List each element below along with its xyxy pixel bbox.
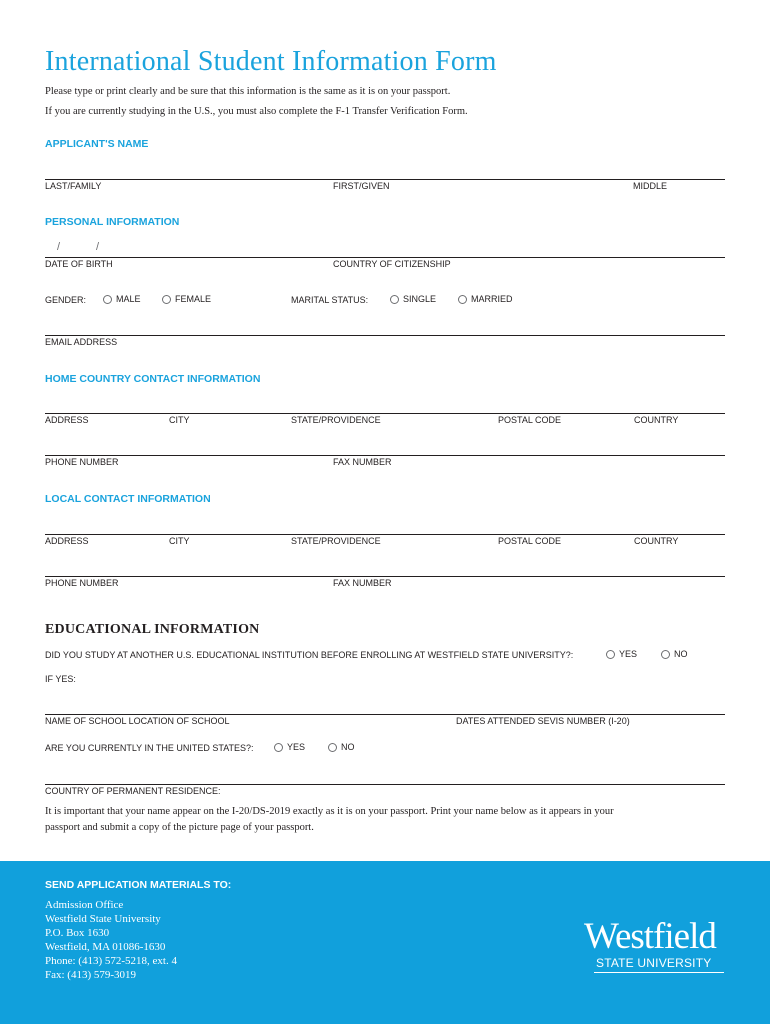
marital-status-label: MARITAL STATUS:	[291, 295, 369, 305]
gender-male-radio[interactable]	[103, 294, 141, 304]
logo-wordmark: Westfield	[584, 916, 716, 957]
residence-label: COUNTRY OF PERMANENT RESIDENCE:	[45, 786, 221, 796]
radio-circle-icon	[274, 743, 283, 752]
mailing-address	[45, 898, 177, 982]
home-phone-label: PHONE NUMBER	[45, 457, 119, 467]
middle-name-label: MIDDLE	[633, 181, 668, 191]
page-title: International Student Information Form	[45, 46, 497, 77]
home-city-label: CITY	[169, 415, 190, 425]
residence-line[interactable]	[45, 784, 725, 785]
home-state-label: STATE/PROVIDENCE	[291, 415, 381, 425]
local-address-label: ADDRESS	[45, 536, 89, 546]
radio-circle-icon	[606, 650, 615, 659]
logo-underline	[594, 972, 724, 973]
name-line[interactable]	[45, 179, 725, 180]
school-line[interactable]	[45, 714, 725, 715]
logo-subtitle: STATE UNIVERSITY	[596, 956, 712, 970]
radio-label: YES	[619, 649, 638, 659]
address-fax: Fax: (413) 579-3019	[45, 969, 137, 981]
local-phone-line[interactable]	[45, 576, 725, 577]
home-address-label: ADDRESS	[45, 415, 89, 425]
radio-label: MARRIED	[471, 294, 513, 304]
address-line: Westfield State University	[45, 913, 161, 925]
citizenship-label: COUNTRY OF CITIZENSHIP	[333, 259, 451, 269]
in-us-question: ARE YOU CURRENTLY IN THE UNITED STATES?:	[45, 743, 254, 753]
address-phone: Phone: (413) 572-5218, ext. 4	[45, 955, 177, 967]
section-personal-info: PERSONAL INFORMATION	[45, 216, 180, 228]
radio-label: FEMALE	[175, 294, 212, 304]
first-name-label: FIRST/GIVEN	[333, 181, 390, 191]
section-home-contact: HOME COUNTRY CONTACT INFORMATION	[45, 373, 261, 385]
local-phone-label: PHONE NUMBER	[45, 578, 119, 588]
school-label: NAME OF SCHOOL LOCATION OF SCHOOL	[45, 716, 230, 726]
last-name-label: LAST/FAMILY	[45, 181, 102, 191]
date-separator-1: /	[57, 241, 61, 253]
local-country-label: COUNTRY	[634, 536, 679, 546]
radio-label: MALE	[116, 294, 141, 304]
footer-heading: SEND APPLICATION MATERIALS TO:	[45, 879, 232, 891]
home-fax-label: FAX NUMBER	[333, 457, 392, 467]
local-state-label: STATE/PROVIDENCE	[291, 536, 381, 546]
radio-circle-icon	[103, 295, 112, 304]
prior-study-yes-radio[interactable]	[606, 649, 637, 659]
home-address-line[interactable]	[45, 413, 725, 414]
gender-female-radio[interactable]	[162, 294, 211, 304]
prior-study-no-radio[interactable]	[661, 649, 688, 659]
passport-note-line-2: passport and submit a copy of the picture page of your passport.	[45, 822, 314, 833]
radio-circle-icon	[328, 743, 337, 752]
in-us-yes-radio[interactable]	[274, 742, 305, 752]
address-line: P.O. Box 1630	[45, 927, 110, 939]
passport-note	[45, 804, 725, 836]
dates-sevis-label: DATES ATTENDED SEVIS NUMBER (I-20)	[456, 716, 630, 726]
home-phone-line[interactable]	[45, 455, 725, 456]
address-line: Westfield, MA 01086-1630	[45, 941, 166, 953]
radio-label: YES	[287, 742, 306, 752]
section-education: EDUCATIONAL INFORMATION	[45, 622, 260, 637]
radio-label: NO	[674, 649, 688, 659]
radio-circle-icon	[458, 295, 467, 304]
radio-label: SINGLE	[403, 294, 437, 304]
section-applicant-name: APPLICANT'S NAME	[45, 138, 149, 150]
dob-line[interactable]	[45, 257, 725, 258]
passport-note-line-1: It is important that your name appear on the I-20/DS-2019 exactly as it is on your passport. Print your name below as it appears in your	[45, 806, 614, 817]
university-logo	[584, 916, 726, 973]
marital-married-radio[interactable]	[458, 294, 513, 304]
marital-single-radio[interactable]	[390, 294, 436, 304]
dob-label: DATE OF BIRTH	[45, 259, 113, 269]
email-line[interactable]	[45, 335, 725, 336]
local-postal-label: POSTAL CODE	[498, 536, 562, 546]
email-label: EMAIL ADDRESS	[45, 337, 118, 347]
intro-line-2: If you are currently studying in the U.S., you must also complete the F-1 Transfer Verification Form.	[45, 106, 468, 117]
radio-circle-icon	[390, 295, 399, 304]
in-us-no-radio[interactable]	[328, 742, 355, 752]
local-city-label: CITY	[169, 536, 190, 546]
gender-label: GENDER:	[45, 295, 87, 305]
home-country-label: COUNTRY	[634, 415, 679, 425]
local-address-line[interactable]	[45, 534, 725, 535]
footer-band	[0, 861, 770, 1024]
home-postal-label: POSTAL CODE	[498, 415, 562, 425]
local-fax-label: FAX NUMBER	[333, 578, 392, 588]
radio-circle-icon	[162, 295, 171, 304]
intro-line-1: Please type or print clearly and be sure that this information is the same as it is on your passport.	[45, 86, 451, 97]
radio-circle-icon	[661, 650, 670, 659]
prior-study-question: DID YOU STUDY AT ANOTHER U.S. EDUCATIONAL INSTITUTION BEFORE ENROLLING AT WESTFIELD STATE UNIVERSITY?:	[45, 650, 574, 660]
radio-label: NO	[341, 742, 355, 752]
date-separator-2: /	[96, 241, 100, 253]
address-line: Admission Office	[45, 899, 124, 911]
if-yes-label: IF YES:	[45, 674, 76, 684]
section-local-contact: LOCAL CONTACT INFORMATION	[45, 493, 211, 505]
